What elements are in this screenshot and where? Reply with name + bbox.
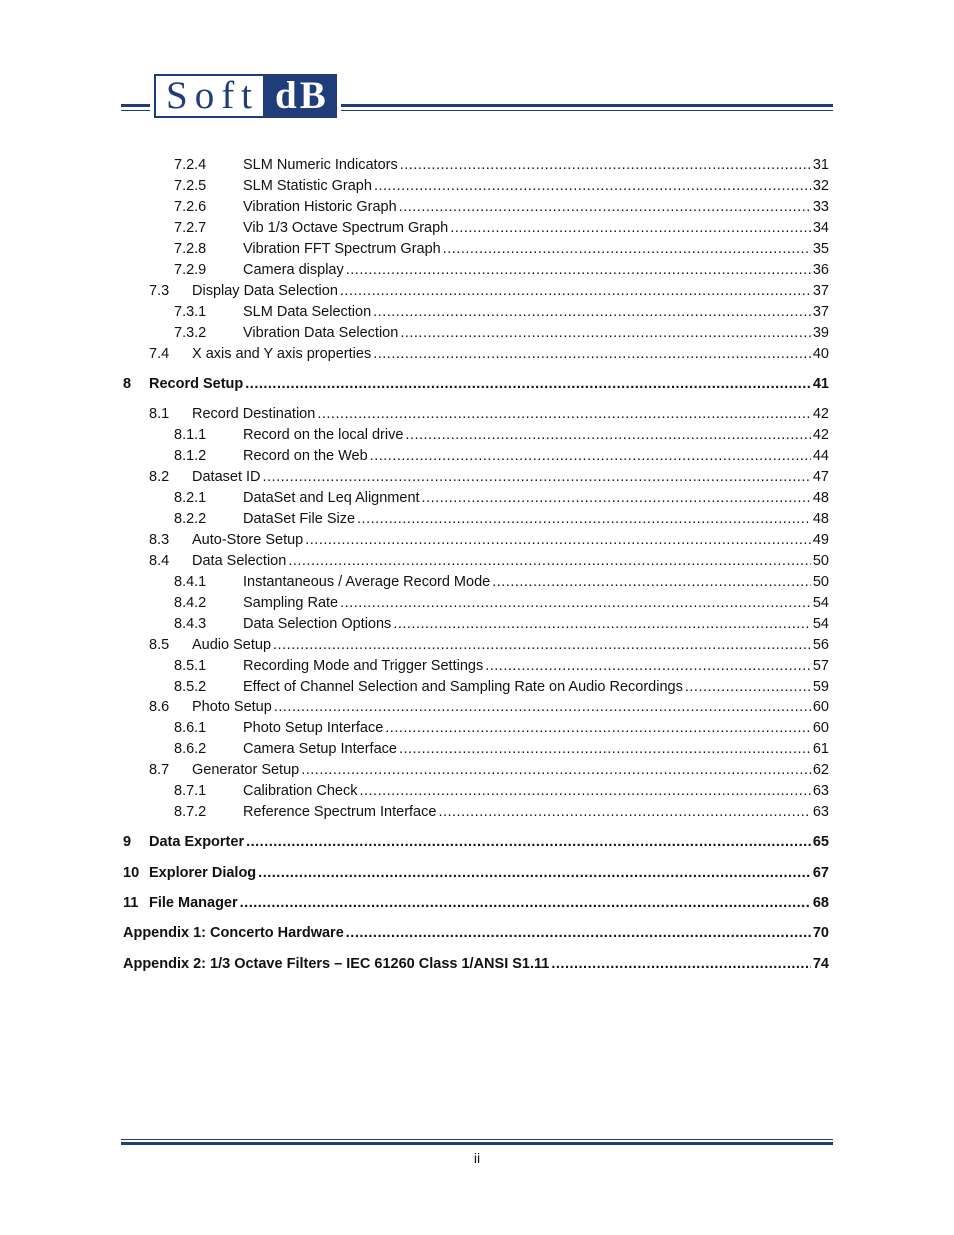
toc-entry-title: Dataset ID bbox=[192, 469, 261, 485]
toc-dot-leader bbox=[399, 197, 811, 217]
toc-entry-title: File Manager bbox=[149, 895, 238, 911]
toc-dot-leader bbox=[405, 425, 810, 445]
toc-entry-title: DataSet and Leq Alignment bbox=[243, 490, 420, 506]
toc-entry-title: DataSet File Size bbox=[243, 511, 356, 527]
toc-entry-page: 65 bbox=[812, 834, 829, 850]
toc-entry-page: 63 bbox=[812, 783, 829, 799]
toc-entry-title: Effect of Channel Selection and Sampling Rate on Audio Recordings bbox=[243, 679, 683, 695]
toc-dot-leader bbox=[246, 832, 811, 852]
toc-entry-page: 35 bbox=[812, 241, 829, 257]
toc-entry-number: 8.7 bbox=[149, 762, 170, 778]
toc-dot-leader bbox=[374, 176, 811, 196]
toc-dot-leader bbox=[357, 509, 811, 529]
toc-entry-number: 8.4.1 bbox=[174, 574, 207, 590]
toc-entry-title: SLM Statistic Graph bbox=[243, 178, 372, 194]
toc-entry-title: Photo Setup Interface bbox=[243, 720, 384, 736]
toc-entry-number: 8.4 bbox=[149, 553, 170, 569]
toc-entry-title: SLM Numeric Indicators bbox=[243, 157, 398, 173]
toc-entry-page: 42 bbox=[812, 427, 829, 443]
toc-entry-title: Data Exporter bbox=[149, 834, 245, 850]
toc-entry-number: 8.6.1 bbox=[174, 720, 207, 736]
toc-entry[interactable] bbox=[174, 718, 829, 738]
toc-entry[interactable] bbox=[123, 954, 829, 974]
toc-entry[interactable] bbox=[174, 656, 829, 676]
toc-entry[interactable] bbox=[174, 155, 829, 175]
toc-entry-number: 7.2.7 bbox=[174, 220, 207, 236]
toc-entry-title: SLM Data Selection bbox=[243, 304, 372, 320]
toc-entry-title: Record Destination bbox=[192, 406, 316, 422]
footer-rule-thin bbox=[121, 1139, 833, 1140]
toc-entry[interactable] bbox=[174, 218, 829, 238]
toc-entry[interactable] bbox=[149, 467, 829, 487]
toc-entry-page: 36 bbox=[812, 262, 829, 278]
toc-entry-title: Auto-Store Setup bbox=[192, 532, 304, 548]
toc-entry-page: 39 bbox=[812, 325, 829, 341]
toc-entry-title: Photo Setup bbox=[192, 699, 272, 715]
toc-dot-leader bbox=[393, 614, 811, 634]
toc-entry-page: 49 bbox=[812, 532, 829, 548]
toc-entry-page: 41 bbox=[812, 376, 829, 392]
toc-dot-leader bbox=[340, 281, 811, 301]
toc-entry-title: X axis and Y axis properties bbox=[192, 346, 372, 362]
toc-entry-number: 8.1 bbox=[149, 406, 170, 422]
toc-entry-page: 56 bbox=[812, 637, 829, 653]
toc-entry-number: 11 bbox=[123, 895, 139, 911]
toc-entry-title: Camera Setup Interface bbox=[243, 741, 397, 757]
toc-entry-number: 8.6.2 bbox=[174, 741, 207, 757]
toc-entry-number: 8.7.2 bbox=[174, 804, 207, 820]
toc-entry[interactable] bbox=[149, 697, 829, 717]
toc-entry[interactable] bbox=[149, 530, 829, 550]
toc-dot-leader bbox=[317, 404, 811, 424]
toc-dot-leader bbox=[346, 923, 811, 943]
toc-entry-number: 8 bbox=[123, 376, 132, 392]
toc-entry[interactable] bbox=[174, 197, 829, 217]
toc-dot-leader bbox=[373, 302, 811, 322]
toc-dot-leader bbox=[450, 218, 811, 238]
toc-entry-title: Generator Setup bbox=[192, 762, 300, 778]
toc-entry-page: 61 bbox=[812, 741, 829, 757]
toc-dot-leader bbox=[245, 374, 811, 394]
toc-entry-title: Sampling Rate bbox=[243, 595, 339, 611]
toc-dot-leader bbox=[346, 260, 811, 280]
toc-entry-page: 34 bbox=[812, 220, 829, 236]
toc-entry-page: 70 bbox=[812, 925, 829, 941]
toc-entry[interactable] bbox=[149, 760, 829, 780]
toc-entry-title: Recording Mode and Trigger Settings bbox=[243, 658, 484, 674]
toc-entry[interactable] bbox=[174, 509, 829, 529]
toc-entry[interactable] bbox=[123, 863, 829, 883]
toc-entry-number: 8.2 bbox=[149, 469, 170, 485]
toc-entry-page: 54 bbox=[812, 595, 829, 611]
logo-soft-text: Soft bbox=[154, 74, 265, 118]
toc-entry-title: Record Setup bbox=[149, 376, 244, 392]
toc-entry-title: Display Data Selection bbox=[192, 283, 338, 299]
toc-entry-page: 50 bbox=[812, 574, 829, 590]
toc-dot-leader bbox=[373, 344, 811, 364]
toc-entry[interactable] bbox=[149, 404, 829, 424]
toc-dot-leader bbox=[685, 677, 811, 697]
toc-entry-title: Explorer Dialog bbox=[149, 865, 257, 881]
toc-entry-number: 9 bbox=[123, 834, 132, 850]
toc-entry-page: 54 bbox=[812, 616, 829, 632]
toc-entry-title: Vibration FFT Spectrum Graph bbox=[243, 241, 441, 257]
toc-entry-number: 7.4 bbox=[149, 346, 170, 362]
toc-dot-leader bbox=[273, 635, 811, 655]
toc-entry-page: 37 bbox=[812, 283, 829, 299]
toc-dot-leader bbox=[263, 467, 811, 487]
toc-entry[interactable] bbox=[123, 893, 829, 913]
toc-entry-page: 40 bbox=[812, 346, 829, 362]
logo-db-text: dB bbox=[265, 74, 337, 118]
toc-entry[interactable] bbox=[174, 425, 829, 445]
toc-dot-leader bbox=[400, 155, 811, 175]
toc-entry-title: Calibration Check bbox=[243, 783, 358, 799]
toc-entry[interactable] bbox=[149, 635, 829, 655]
toc-entry-number: 7.2.4 bbox=[174, 157, 207, 173]
footer-rule-thick bbox=[121, 1142, 833, 1145]
toc-entry-number: 8.1.2 bbox=[174, 448, 207, 464]
toc-dot-leader bbox=[443, 239, 811, 259]
toc-entry-number: 7.2.8 bbox=[174, 241, 207, 257]
page-number: ii bbox=[473, 1150, 481, 1166]
toc-entry-number: 10 bbox=[123, 865, 140, 881]
toc-dot-leader bbox=[399, 739, 811, 759]
toc-dot-leader bbox=[288, 551, 811, 571]
toc-entry-page: 32 bbox=[812, 178, 829, 194]
toc-entry-page: 44 bbox=[812, 448, 829, 464]
toc-entry-page: 67 bbox=[812, 865, 829, 881]
toc-entry-page: 68 bbox=[812, 895, 829, 911]
toc-entry-number: 8.5.2 bbox=[174, 679, 207, 695]
toc-entry[interactable] bbox=[174, 302, 829, 322]
toc-entry-number: 8.1.1 bbox=[174, 427, 207, 443]
toc-entry-number: 8.6 bbox=[149, 699, 170, 715]
toc-entry-number: 8.4.2 bbox=[174, 595, 207, 611]
toc-entry-page: 37 bbox=[812, 304, 829, 320]
toc-entry[interactable] bbox=[174, 323, 829, 343]
toc-entry[interactable] bbox=[149, 551, 829, 571]
toc-dot-leader bbox=[422, 488, 811, 508]
toc-dot-leader bbox=[359, 781, 810, 801]
toc-dot-leader bbox=[305, 530, 811, 550]
toc-entry[interactable] bbox=[174, 260, 829, 280]
toc-entry-page: 48 bbox=[812, 511, 829, 527]
toc-entry-number: 8.4.3 bbox=[174, 616, 207, 632]
toc-dot-leader bbox=[400, 323, 811, 343]
toc-dot-leader bbox=[301, 760, 811, 780]
toc-dot-leader bbox=[370, 446, 811, 466]
toc-dot-leader bbox=[485, 656, 811, 676]
toc-entry-title: Record on the Web bbox=[243, 448, 368, 464]
toc-entry-number: 8.5 bbox=[149, 637, 170, 653]
toc-entry[interactable] bbox=[123, 832, 829, 852]
toc-entry-number: 8.7.1 bbox=[174, 783, 207, 799]
toc-entry-title: Camera display bbox=[243, 262, 344, 278]
toc-entry[interactable] bbox=[123, 374, 829, 394]
toc-dot-leader bbox=[438, 802, 810, 822]
toc-entry-number: 7.2.5 bbox=[174, 178, 207, 194]
toc-entry-title: Data Selection bbox=[192, 553, 287, 569]
toc-entry-number: 7.3.2 bbox=[174, 325, 207, 341]
toc-entry-page: 31 bbox=[812, 157, 829, 173]
toc-dot-leader bbox=[240, 893, 811, 913]
toc-entry[interactable] bbox=[149, 344, 829, 364]
toc-entry[interactable] bbox=[174, 488, 829, 508]
toc-entry-number: 8.2.1 bbox=[174, 490, 207, 506]
toc-entry[interactable] bbox=[174, 572, 829, 592]
toc-entry-title: Record on the local drive bbox=[243, 427, 404, 443]
toc-dot-leader bbox=[274, 697, 811, 717]
toc-entry[interactable] bbox=[174, 593, 829, 613]
toc-entry[interactable] bbox=[174, 239, 829, 259]
toc-entry-page: 60 bbox=[812, 699, 829, 715]
toc-entry-title: Data Selection Options bbox=[243, 616, 392, 632]
toc-entry-title: Vib 1/3 Octave Spectrum Graph bbox=[243, 220, 449, 236]
toc-entry-page: 63 bbox=[812, 804, 829, 820]
toc-entry-number: 8.3 bbox=[149, 532, 170, 548]
toc-entry-title: Vibration Data Selection bbox=[243, 325, 399, 341]
toc-entry-number: 8.2.2 bbox=[174, 511, 207, 527]
toc-entry[interactable] bbox=[149, 281, 829, 301]
toc-entry[interactable] bbox=[174, 677, 829, 697]
toc-entry[interactable] bbox=[174, 802, 829, 822]
toc-entry-number: 8.5.1 bbox=[174, 658, 207, 674]
toc-entry[interactable] bbox=[174, 614, 829, 634]
toc-entry-title: Audio Setup bbox=[192, 637, 272, 653]
toc-entry-page: 62 bbox=[812, 762, 829, 778]
toc-dot-leader bbox=[258, 863, 811, 883]
toc-entry-number: 7.3 bbox=[149, 283, 170, 299]
toc-entry-title: Appendix 1: Concerto Hardware bbox=[123, 925, 344, 941]
toc-entry[interactable] bbox=[174, 739, 829, 759]
toc-entry-page: 60 bbox=[812, 720, 829, 736]
toc-entry-number: 7.2.9 bbox=[174, 262, 207, 278]
softdb-logo bbox=[150, 74, 341, 120]
toc-entry[interactable] bbox=[174, 176, 829, 196]
toc-entry-page: 74 bbox=[812, 956, 829, 972]
toc-entry-page: 50 bbox=[812, 553, 829, 569]
toc-entry-title: Reference Spectrum Interface bbox=[243, 804, 437, 820]
toc-entry-page: 48 bbox=[812, 490, 829, 506]
toc-entry[interactable] bbox=[174, 446, 829, 466]
toc-dot-leader bbox=[551, 954, 811, 974]
toc-entry-title: Appendix 2: 1/3 Octave Filters – IEC 61260 Class 1/ANSI S1.11 bbox=[123, 956, 550, 972]
toc-entry-title: Instantaneous / Average Record Mode bbox=[243, 574, 491, 590]
toc-entry[interactable] bbox=[123, 923, 829, 943]
toc-entry-number: 7.3.1 bbox=[174, 304, 207, 320]
toc-entry-title: Vibration Historic Graph bbox=[243, 199, 397, 215]
toc-dot-leader bbox=[340, 593, 811, 613]
toc-entry-page: 42 bbox=[812, 406, 829, 422]
toc-dot-leader bbox=[492, 572, 811, 592]
toc-entry[interactable] bbox=[174, 781, 829, 801]
toc-entry-page: 59 bbox=[812, 679, 829, 695]
toc-entry-page: 47 bbox=[812, 469, 829, 485]
toc-entry-page: 57 bbox=[812, 658, 829, 674]
toc-dot-leader bbox=[385, 718, 811, 738]
toc-entry-number: 7.2.6 bbox=[174, 199, 207, 215]
toc-entry-page: 33 bbox=[812, 199, 829, 215]
